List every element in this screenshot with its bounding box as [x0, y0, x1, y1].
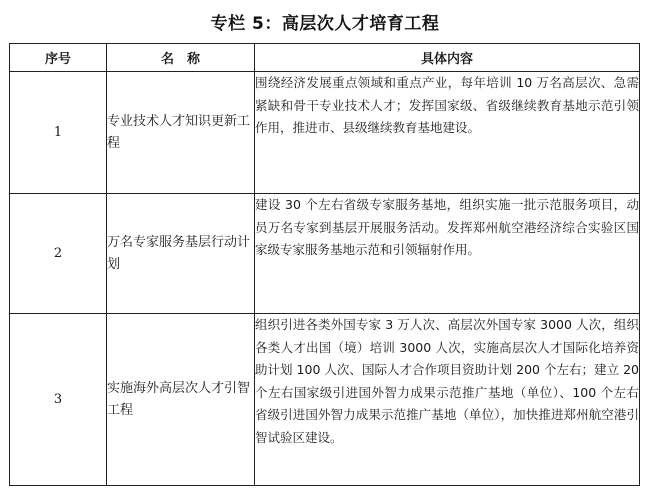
- row-number: 2: [10, 194, 107, 314]
- header-name: 名 称: [107, 44, 255, 72]
- row-number: 1: [10, 72, 107, 194]
- table-row: [10, 194, 640, 314]
- project-table: [9, 43, 640, 486]
- table-row: [10, 72, 640, 194]
- row-name: 实施海外高层次人才引智工程: [107, 314, 255, 486]
- row-number: 3: [10, 314, 107, 486]
- row-content: 组织引进各类外国专家 3 万人次、高层次外国专家 3000 人次，组织各类人才出国（境）培训 3000 人次，实施高层次人才国际化培养资助计划 100 人次、国际人才合作项目资助计划 200 个左右；建立 20 个左右国家级引进国外智力成果示范推广基地（单位）、100 个左右省级引进国外智力成果示范推广基地（单位），加快推进郑州航空港引智试验区建设。: [255, 314, 640, 486]
- table-row: [10, 314, 640, 486]
- header-content: 具体内容: [255, 44, 640, 72]
- table-header-row: [10, 44, 640, 72]
- page-title: 专栏 5：高层次人才培育工程: [210, 14, 440, 34]
- header-number: 序号: [10, 44, 107, 72]
- row-content: 建设 30 个左右省级专家服务基地，组织实施一批示范服务项目，动员万名专家到基层开展服务活动。发挥郑州航空港经济综合实验区国家级专家服务基地示范和引领辐射作用。: [255, 194, 640, 314]
- row-content: 围绕经济发展重点领域和重点产业，每年培训 10 万名高层次、急需紧缺和骨干专业技术人才；发挥国家级、省级继续教育基地示范引领作用，推进市、县级继续教育基地建设。: [255, 72, 640, 194]
- row-name: 万名专家服务基层行动计划: [107, 194, 255, 314]
- row-name: 专业技术人才知识更新工程: [107, 72, 255, 194]
